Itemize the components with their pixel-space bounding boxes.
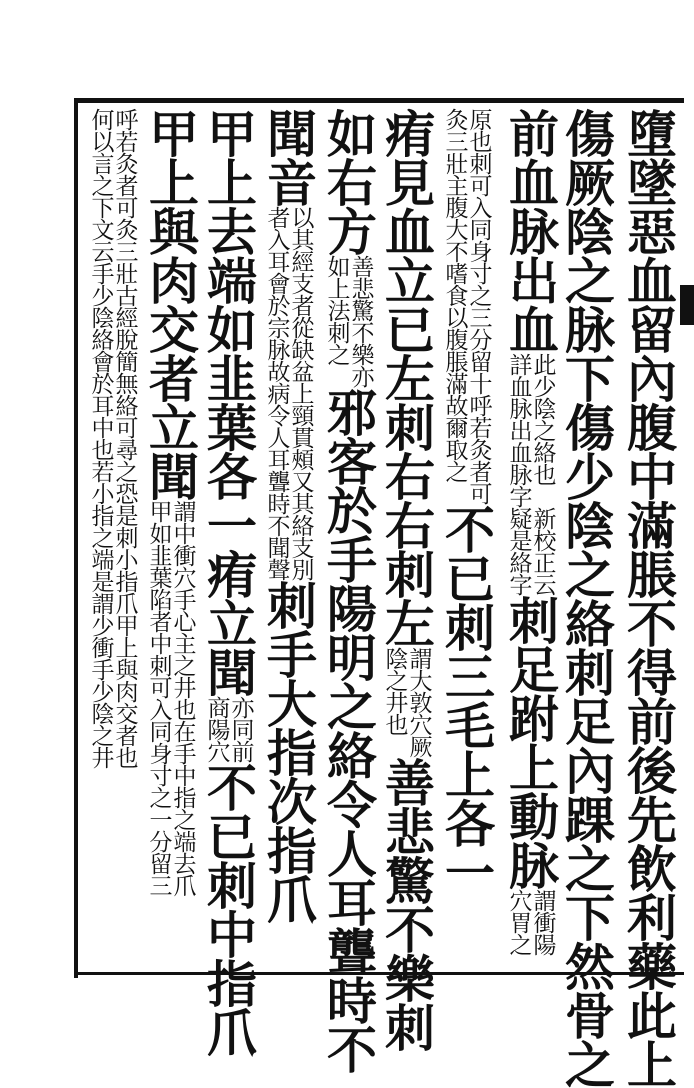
note-line-right: 謂衝陽 xyxy=(529,889,556,955)
main-text: 墮墜惡血留內腹中滿脹不得前後先飲利藥此上 xyxy=(619,108,678,1088)
note-line-left: 陰之井也 xyxy=(381,647,408,735)
text-column-6 xyxy=(318,108,378,1073)
note-line-left: 商陽穴 xyxy=(203,696,230,762)
text-column-10 xyxy=(84,108,140,968)
note-line-right: 善悲驚不樂亦 xyxy=(347,255,374,387)
text-column-2 xyxy=(556,108,616,1088)
commentary-note xyxy=(89,108,136,768)
left-border-rule xyxy=(74,98,78,978)
main-text: 甲上去端如韭葉各一痏立聞 xyxy=(199,108,258,696)
main-text: 傷厥陰之脉下傷少陰之絡刺足內踝之下然骨之 xyxy=(557,108,616,1088)
note-line-left: 穴胃之 xyxy=(505,889,532,955)
commentary-note xyxy=(443,108,490,504)
note-line-right: 此少陰之絡也 新校正云 xyxy=(529,353,556,595)
note-line-right: 呼若灸者可灸三壯古經脫簡無絡可尋之恐是刺小指爪甲上與肉交者也 xyxy=(111,108,138,768)
main-text: 邪客於手陽明之絡令人耳聾時不 xyxy=(319,387,378,1073)
main-text: 如右方 xyxy=(319,108,378,255)
main-text: 甲上與肉交者立聞 xyxy=(141,108,200,500)
main-text: 聞音 xyxy=(259,108,318,206)
commentary-note xyxy=(325,255,372,387)
commentary-note xyxy=(205,696,252,762)
main-text: 痏見血立已左刺右右刺左 xyxy=(377,108,436,647)
note-line-right: 謂中衝穴手心主之井也在手中指之端去爪 xyxy=(169,500,196,896)
main-text: 不已刺三毛上各一 xyxy=(437,504,496,896)
note-line-left: 如上法刺之 xyxy=(323,255,350,365)
top-border-rule xyxy=(76,98,684,103)
text-column-5 xyxy=(376,108,436,1051)
commentary-note xyxy=(265,206,312,580)
note-line-left: 灸三壯主腹大不嗜食以腹脹滿故爾取之 xyxy=(441,108,468,482)
main-text: 善悲驚不樂刺 xyxy=(377,757,436,1051)
text-column-1 xyxy=(618,108,678,1088)
note-line-left: 者入耳會於宗脉故病令人耳聾時不聞聲 xyxy=(263,206,290,580)
main-text: 刺足跗上動脉 xyxy=(501,595,560,889)
note-line-right: 原也刺可入同身寸之三分留十呼若灸者可 xyxy=(465,108,492,504)
commentary-note xyxy=(383,647,430,757)
commentary-note xyxy=(507,889,554,955)
note-line-left: 何以言之下文云手少陰絡會於耳中也若小指之端是謂少衝手少陰之井 xyxy=(87,108,114,768)
commentary-note xyxy=(147,500,194,896)
page-edge-mark xyxy=(680,285,694,325)
text-column-4 xyxy=(436,108,496,968)
note-line-right: 謂大敦穴厥 xyxy=(405,647,432,757)
text-column-8 xyxy=(198,108,258,1056)
text-column-9 xyxy=(140,108,200,968)
note-line-right: 亦同前 xyxy=(227,696,254,762)
note-line-left: 甲如韭葉陷者中刺可入同身寸之一分留三 xyxy=(145,500,172,896)
text-column-7 xyxy=(258,108,318,968)
note-line-right: 以其經支者從缺盆上頸貫頰又其絡支別 xyxy=(287,206,314,580)
main-text: 不已刺中指爪 xyxy=(199,762,258,1056)
main-text: 前血脉出血 xyxy=(501,108,560,353)
main-text: 刺手大指次指爪 xyxy=(259,580,318,923)
note-line-left: 詳血脉出血脉字疑是絡字 xyxy=(505,353,532,595)
commentary-note xyxy=(507,353,554,595)
text-column-3 xyxy=(500,108,560,968)
